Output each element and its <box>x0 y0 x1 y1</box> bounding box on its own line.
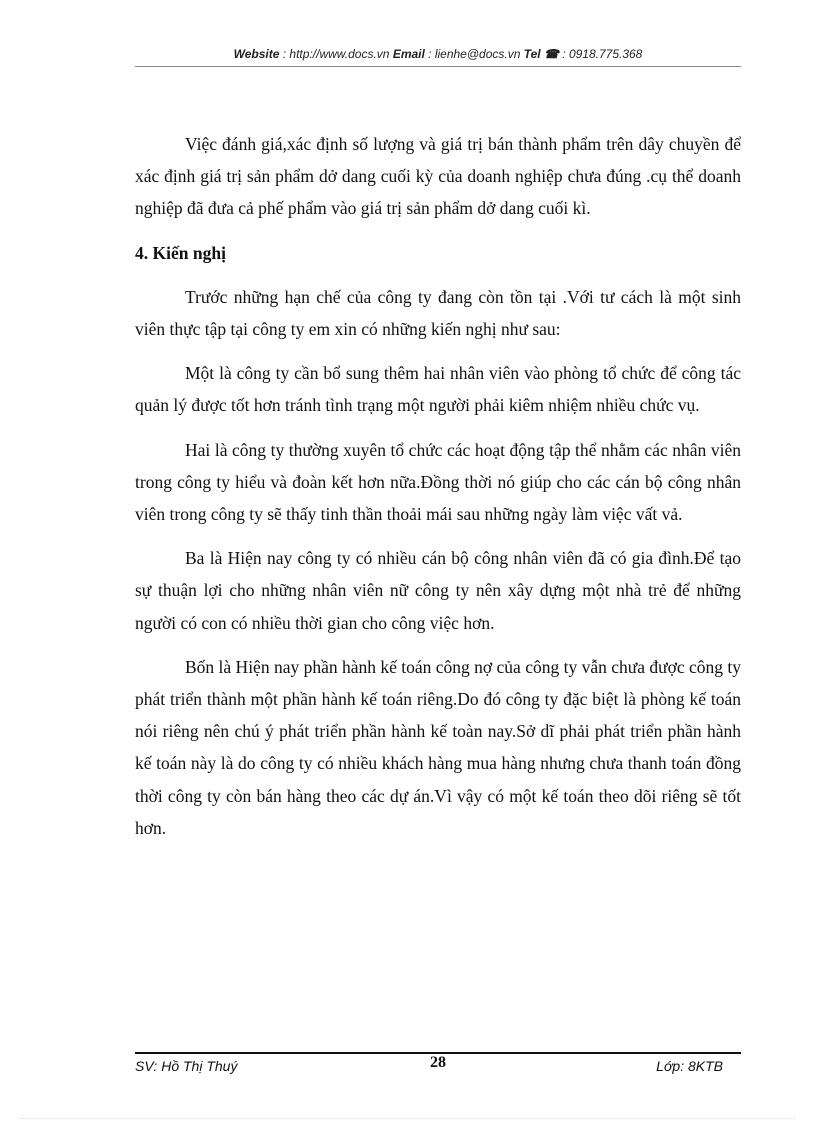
paragraph-intro: Trước những hạn chế của công ty đang còn tồn tại .Với tư cách là một sinh viên thực tập tại công ty em xin có những kiến nghị như sau: <box>135 286 741 340</box>
paragraph-recommendation-2: Hai là công ty thường xuyên tổ chức các hoạt động tập thể nhằm các nhân viên trong công ty hiểu và đoàn kết hơn nữa.Đồng thời nó giúp cho các cán bộ công nhân viên trong công ty sẽ thấy tinh thần thoải mái sau những ngày làm việc vất vả. <box>135 439 741 525</box>
student-name: SV: Hồ Thị Thuý <box>135 1058 238 1074</box>
page-footer <box>135 1054 741 1078</box>
bottom-border <box>20 1118 796 1119</box>
website-label: Website <box>233 47 280 61</box>
header-divider <box>135 66 741 67</box>
class-label: Lớp: 8KTB <box>656 1058 723 1074</box>
phone-icon: ☎ <box>543 47 559 61</box>
paragraph-recommendation-3: Ba là Hiện nay công ty có nhiều cán bộ công nhân viên đã có gia đình.Để tạo sự thuận lợi cho những nhân viên nữ công ty nên xây dựng một nhà trẻ để những người có con có nhiều thời gian cho công việc hơn. <box>135 548 741 633</box>
paragraph-evaluation: Việc đánh giá,xác định số lượng và giá trị bán thành phẩm trên dây chuyền để xác định giá trị sản phẩm dở dang cuối kỳ của doanh nghiệp chưa đúng .cụ thể doanh nghiệp đã đưa cả phế phẩm vào giá trị sản phẩm dở dang cuối kì. <box>135 134 741 219</box>
section-heading: 4. Kiến nghị <box>135 242 226 263</box>
page-number: 28 <box>430 1054 446 1071</box>
paragraph-recommendation-1: Một là công ty cần bổ sung thêm hai nhân viên vào phòng tổ chức để công tác quản lý được tốt hơn tránh tình trạng một người phải kiêm nhiệm nhiều chức vụ. <box>135 363 741 416</box>
website-value: : http://www.docs.vn <box>279 47 393 61</box>
document-body <box>135 128 741 856</box>
paragraph-recommendation-4: Bốn là Hiện nay phần hành kế toán công nợ của công ty vẫn chưa được công ty phát triển thành một phần hành kế toán riêng.Do đó công ty đặc biệt là phòng kế toán nói riêng nên chú ý phát triển phần hành kế toàn nay.Sở dĩ phải phát triển phần hành kế toán này là do công ty có nhiều khách hàng mua hàng nhưng chưa thanh toán đồng thời công ty còn bán hàng theo các dự án.Vì vậy có một kế toán theo dõi riêng sẽ tốt hơn. <box>135 656 742 838</box>
email-label: Email <box>392 47 425 61</box>
tel-label: Tel <box>523 47 541 61</box>
email-value: : lienhe@docs.vn <box>424 47 524 61</box>
tel-value: : 0918.775.368 <box>558 47 643 61</box>
page-header <box>135 47 741 61</box>
